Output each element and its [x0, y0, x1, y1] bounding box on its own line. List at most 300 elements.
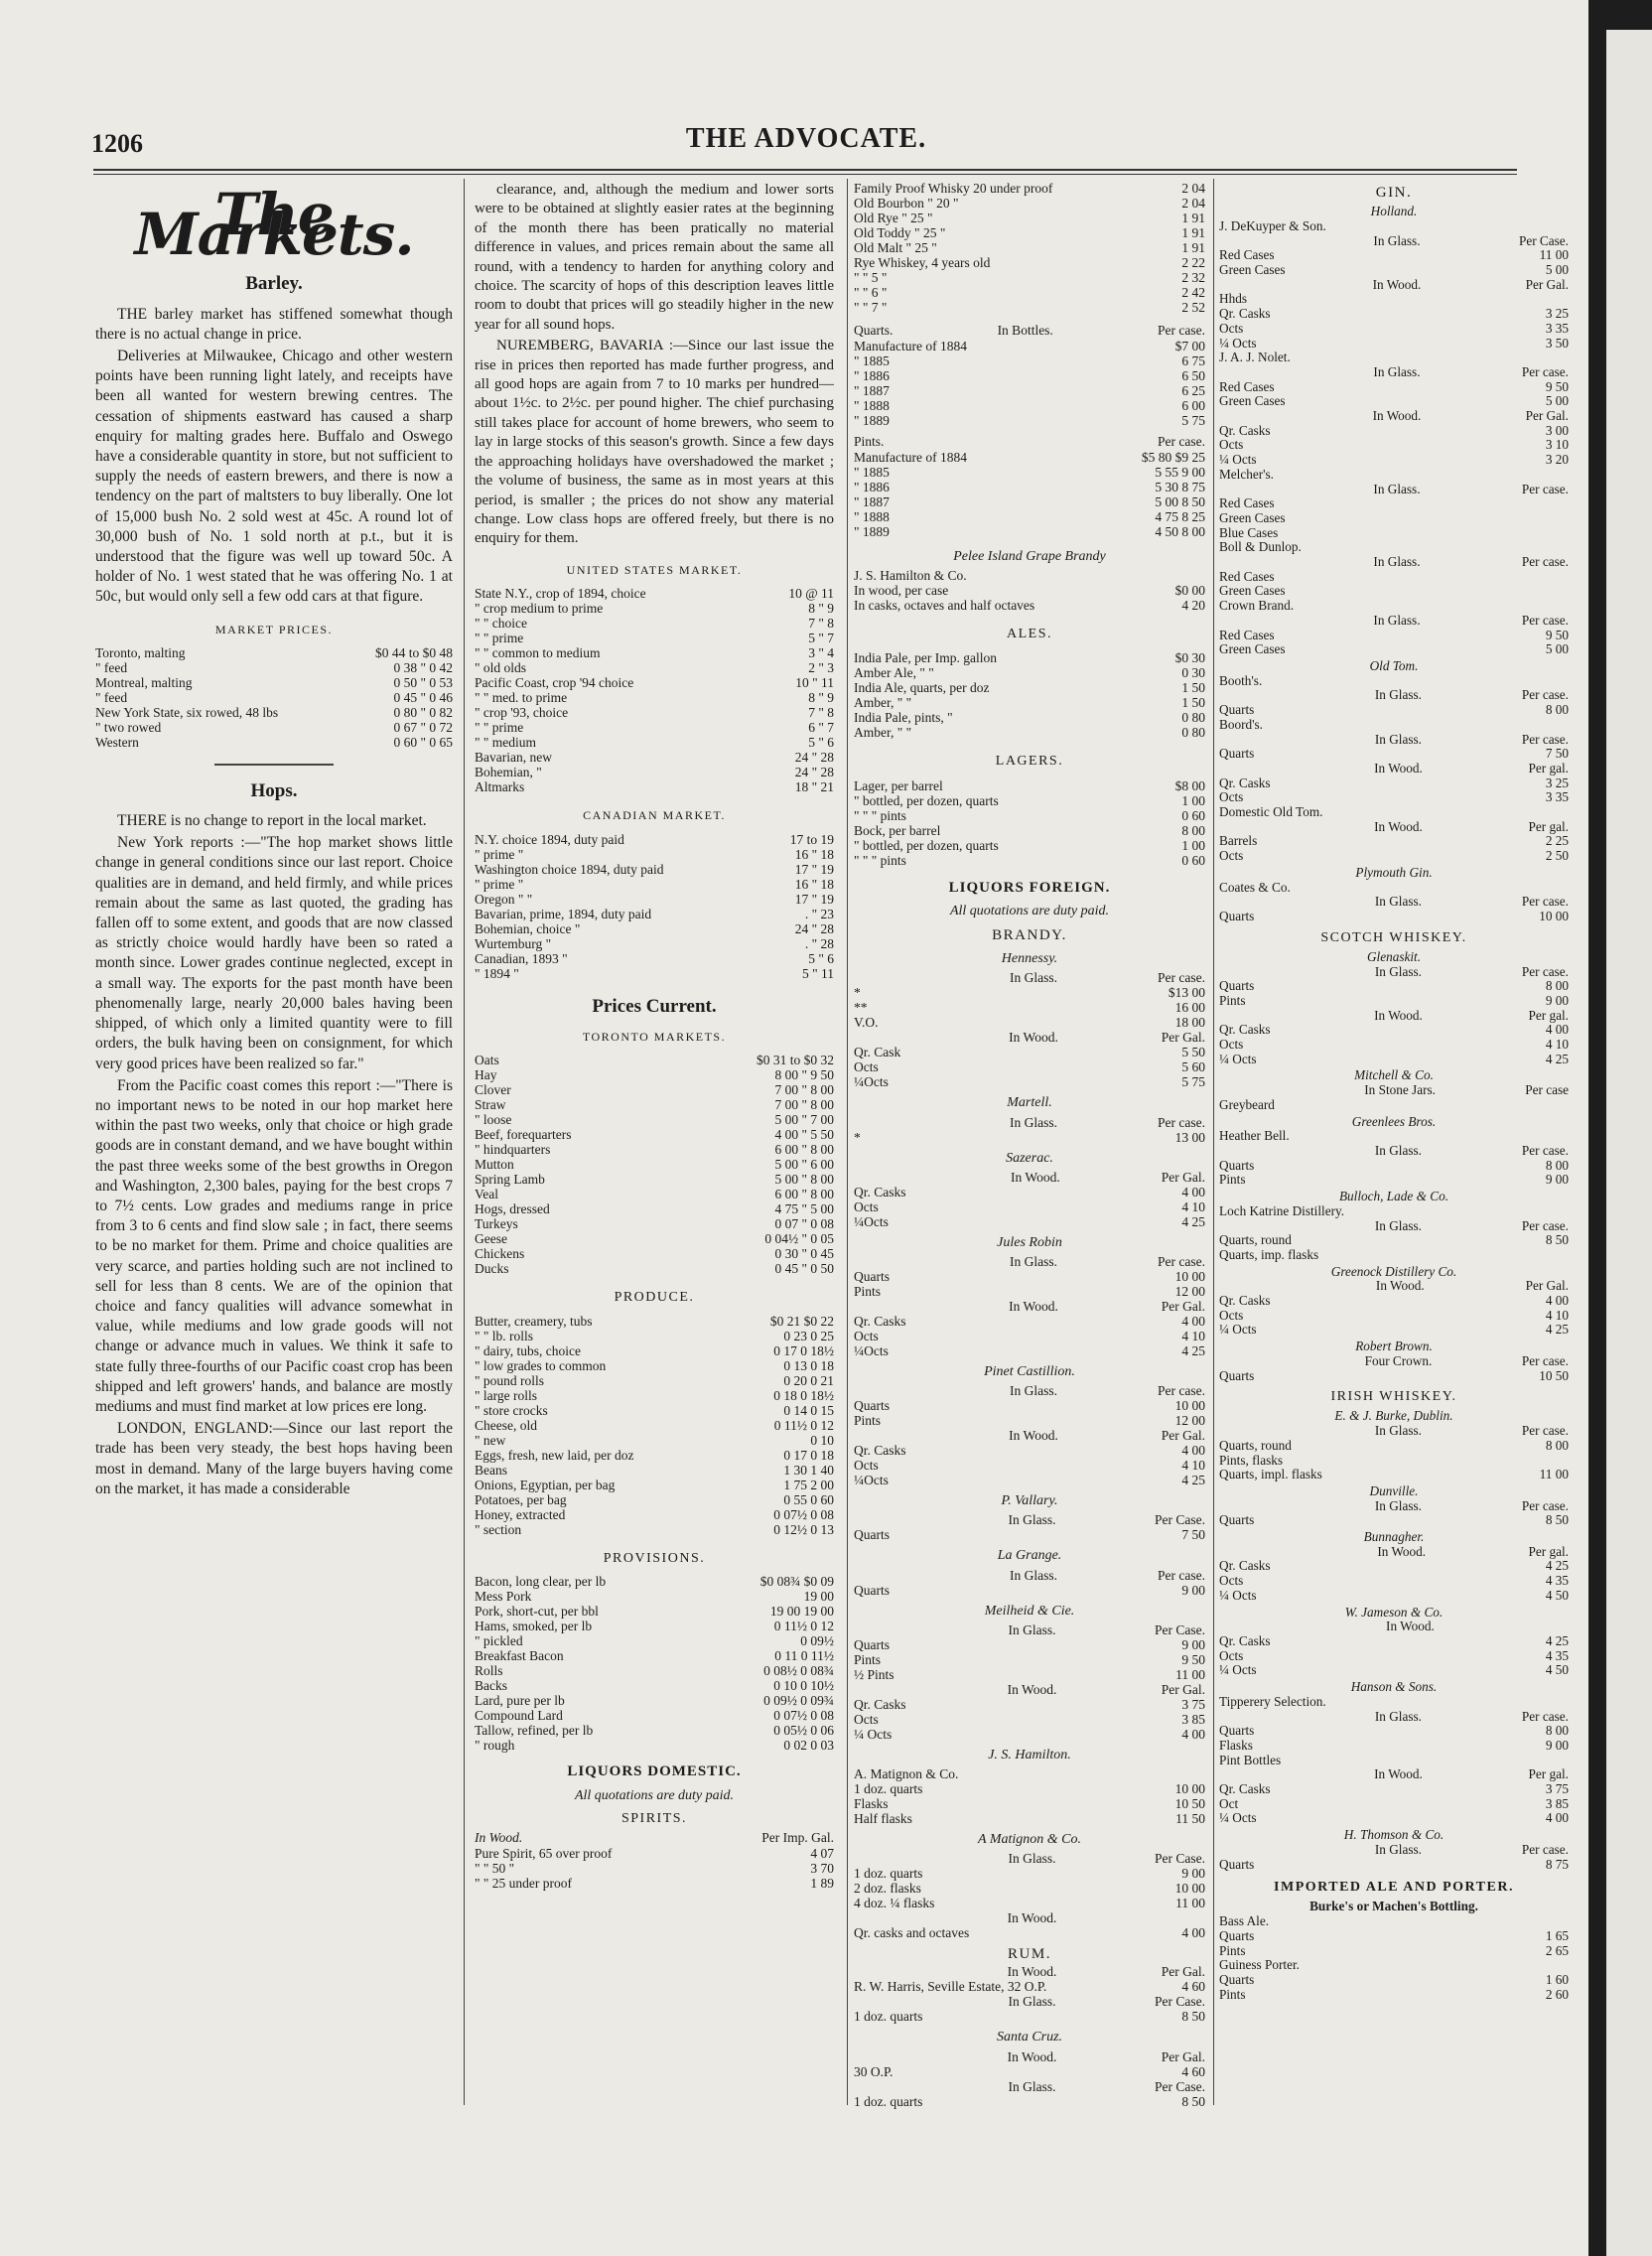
item-price: 4 50: [1545, 1662, 1569, 1678]
item-price: 1 50: [1181, 695, 1205, 711]
gin-list: [1219, 204, 1569, 923]
item-price: 0 23 0 25: [783, 1328, 834, 1343]
item-price: 4 25: [1545, 1051, 1569, 1066]
item-label: Qr. casks and octaves: [854, 1925, 970, 1941]
table-row: [475, 1693, 834, 1708]
item-label: In Glass.: [1374, 1498, 1422, 1513]
item-label: Green Cases: [1219, 642, 1286, 657]
pelee-table: [854, 568, 1205, 613]
spirits-heading: SPIRITS.: [620, 1810, 688, 1826]
item-price: 5 00: [1545, 262, 1569, 278]
column-rule: [464, 179, 465, 2105]
item-label: Wurtemburg ": [475, 935, 552, 951]
table-row: [95, 660, 453, 675]
item-label: " bottled, per dozen, quarts: [854, 837, 999, 853]
brand-price-table: [1219, 1620, 1569, 1678]
item-price: $0 21 $0 22: [769, 1313, 834, 1329]
item-label: ¼ Octs: [1219, 1323, 1257, 1338]
item-label: Heather Bell.: [1219, 1129, 1290, 1144]
table-row: [1219, 1914, 1569, 1929]
item-price: 3 10: [1545, 437, 1569, 453]
table-row: [854, 778, 1205, 793]
item-label: Boll & Dunlop.: [1219, 540, 1302, 555]
item-label: Lard, pure per lb: [475, 1693, 565, 1709]
table-row: [1219, 881, 1569, 896]
liquors-domestic-heading: LIQUORS DOMESTIC.: [567, 1763, 742, 1780]
item-label: Toronto, malting: [95, 644, 186, 660]
item-price: 17 " 19: [794, 891, 834, 907]
item-label: Straw: [475, 1097, 506, 1113]
item-label: " pound rolls: [475, 1372, 545, 1388]
item-label: 4 doz. ¼ flasks: [854, 1896, 935, 1911]
table-row: [854, 353, 1205, 368]
table-row: [1219, 1843, 1569, 1858]
table-row: [1219, 351, 1569, 365]
table-row: [854, 1254, 1205, 1269]
table-row: [854, 1881, 1205, 1896]
item-price: Per case.: [1521, 554, 1569, 570]
item-label: Breakfast Bacon: [475, 1648, 564, 1664]
table-row: [854, 1712, 1205, 1727]
item-price: 0 11½ 0 12: [773, 1619, 834, 1634]
table-row: [854, 211, 1205, 225]
table-row: [854, 1811, 1205, 1826]
item-price: 9 50: [1545, 378, 1569, 394]
item-label: " crop medium to prime: [475, 601, 604, 617]
item-price: 0 60 " 0 65: [393, 734, 453, 750]
canadian-market-heading: CANADIAN MARKET.: [583, 808, 726, 823]
item-label: New York State, six rowed, 48 lbs: [95, 704, 279, 720]
item-price: Per gal.: [1528, 1543, 1569, 1559]
item-price: Per case.: [1521, 1217, 1569, 1233]
item-price: 3 35: [1545, 789, 1569, 805]
brand-price-table: [854, 1115, 1205, 1145]
item-price: 2 04: [1181, 181, 1205, 196]
item-label: Hams, smoked, per lb: [475, 1619, 593, 1634]
us-market-heading: UNITED STATES MARKET.: [566, 562, 743, 577]
table-row: [854, 1314, 1205, 1329]
table-row: [95, 690, 453, 705]
item-label: Oct: [1219, 1796, 1239, 1811]
item-price: 8 50: [1545, 1512, 1569, 1528]
item-price: $13 00: [1168, 985, 1205, 1001]
table-row: [854, 1214, 1205, 1229]
item-label: In Glass.: [1008, 1851, 1056, 1867]
item-label: In Wood.: [1007, 2048, 1057, 2064]
item-price: Per case.: [1521, 1423, 1569, 1439]
item-label: Quarts: [1219, 1368, 1255, 1383]
brand-heading: La Grange.: [997, 1548, 1062, 1564]
brandy-heading: BRANDY.: [992, 927, 1067, 944]
item-label: Pints: [1219, 1987, 1246, 2002]
item-label: Quarts: [854, 1636, 890, 1652]
item-price: Per Case.: [1518, 232, 1569, 248]
item-price: 4 00: [1181, 1925, 1205, 1941]
table-row: [854, 1896, 1205, 1910]
table-row: [475, 847, 834, 862]
item-price: 5 00 " 8 00: [774, 1172, 834, 1188]
table-row: [1219, 1053, 1569, 1067]
item-price: [1518, 718, 1569, 733]
masthead: The Markets.: [134, 181, 414, 269]
table-row: [475, 832, 834, 847]
table-row: [854, 1851, 1205, 1866]
item-label: Green Cases: [1219, 584, 1286, 599]
item-label: In Glass.: [1010, 970, 1057, 986]
table-row: [475, 1633, 834, 1648]
item-label: R. W. Harris, Seville Estate, 32 O.P.: [854, 1979, 1047, 1995]
item-price: 0 11 0 11½: [774, 1648, 834, 1664]
item-price: 2 65: [1545, 1942, 1569, 1958]
item-label: In Glass.: [1010, 1114, 1057, 1130]
barley-heading: Barley.: [245, 273, 303, 295]
item-label: Green Cases: [1219, 510, 1286, 525]
item-price: 5 00 8 50: [1155, 494, 1205, 509]
item-label: " " " pints: [854, 852, 906, 868]
table-row: [1219, 394, 1569, 409]
item-label: Domestic Old Tom.: [1219, 805, 1323, 820]
whisky-table: [854, 181, 1205, 315]
table-row: [854, 255, 1205, 270]
item-price: 8 75: [1545, 1856, 1569, 1872]
item-price: [1515, 540, 1569, 555]
table-row: [1219, 424, 1569, 439]
item-price: 1 65: [1545, 1927, 1569, 1943]
item-label: Cheese, old: [475, 1417, 537, 1433]
item-label: Bass Ale.: [1219, 1914, 1270, 1929]
table-row: [475, 1463, 834, 1478]
item-label: Pints: [1219, 993, 1246, 1008]
item-label: Qr. Casks: [1219, 1782, 1271, 1797]
item-label: Quarts: [1219, 1724, 1255, 1739]
item-label: Octs: [854, 1458, 879, 1474]
item-price: 9 00: [1181, 1582, 1205, 1598]
item-price: 0 80 " 0 82: [393, 704, 453, 720]
item-label: Booth's.: [1219, 673, 1263, 688]
table-row: [1219, 1973, 1569, 1988]
table-row: [854, 2064, 1205, 2079]
table-row: [1219, 747, 1569, 762]
table-row: [475, 1127, 834, 1142]
table-row: [1219, 292, 1569, 307]
item-label: J. A. J. Nolet.: [1219, 351, 1291, 365]
item-label: In Glass.: [1374, 1842, 1422, 1857]
item-price: 16 " 18: [794, 846, 834, 862]
item-label: Quarts: [1219, 747, 1255, 762]
item-price: 19 00: [803, 1589, 834, 1605]
item-price: 4 00: [1181, 1443, 1205, 1459]
table-row: [1219, 776, 1569, 791]
table-row: [475, 1861, 834, 1876]
item-price: 4 00: [1545, 1293, 1569, 1309]
quarts-table: [854, 339, 1205, 428]
rum-heading: RUM.: [1008, 1946, 1051, 1963]
table-row: [475, 862, 834, 877]
item-price: Per Gal.: [1161, 2048, 1205, 2064]
table-row: [854, 1170, 1205, 1185]
table-row: [1219, 790, 1569, 805]
item-label: In Glass.: [1008, 2078, 1056, 2094]
table-row: [475, 1112, 834, 1127]
item-price: 13 00: [1174, 1129, 1205, 1145]
table-row: [1219, 1944, 1569, 1959]
table-row: [1219, 1369, 1569, 1384]
item-price: 6 00 " 8 00: [774, 1142, 834, 1158]
item-label: Pints: [854, 1413, 882, 1429]
table-row: [854, 450, 1205, 465]
item-label: Qr. Cask: [854, 1045, 901, 1060]
item-price: Per Case.: [1155, 1851, 1205, 1867]
item-label: In Glass.: [1374, 688, 1422, 703]
table-row: [854, 1059, 1205, 1074]
item-label: In Glass.: [1008, 1512, 1056, 1528]
item-price: 4 00: [1181, 1726, 1205, 1742]
item-label: " large rolls: [475, 1387, 537, 1403]
brand-heading: Holland.: [1370, 204, 1418, 219]
item-price: 9 00: [1181, 1866, 1205, 1882]
item-label: Honey, extracted: [475, 1506, 566, 1522]
item-price: 5 " 6: [808, 950, 834, 966]
item-label: Lager, per barrel: [854, 777, 943, 793]
item-price: Per Gal.: [1161, 1169, 1205, 1185]
brand-price-table: [854, 1512, 1205, 1542]
item-label: In Wood.: [1372, 277, 1422, 292]
table-row: [1219, 599, 1569, 614]
paragraph: NUREMBERG, BAVARIA :—Since our last issue the rise in prices then reported has made further progress, and all good hops are again from 7 to 10 marks per hundred—about 1½c. to 2½c. per pound higher. The chief purchasing still takes place for account of home brewers, who seem to lay in large stocks of this season's growth. Since a few days the approaching holidays have overshadowed the market ; the volume of business, the same as in most years at this period, is smaller ; the prices do not show any material change. Low class hops are offered freely, but there is no enquiry for them.: [475, 338, 834, 547]
market-prices-heading: MARKET PRICES.: [214, 622, 334, 636]
item-price: 10 50: [1539, 1367, 1569, 1383]
item-label: " 1888: [854, 398, 890, 413]
item-label: " crop '93, choice: [475, 705, 569, 721]
table-row: [854, 1583, 1205, 1598]
item-price: 0 08½ 0 08¾: [763, 1663, 834, 1679]
item-label: Coates & Co.: [1219, 880, 1291, 895]
item-price: 5 00 " 7 00: [774, 1112, 834, 1128]
table-row: [854, 524, 1205, 539]
item-label: ¼Octs: [854, 1343, 889, 1359]
brand-heading: Glenaskit.: [1366, 948, 1422, 964]
table-row: [854, 1727, 1205, 1742]
item-label: Octs: [1219, 790, 1244, 805]
table-row: [854, 225, 1205, 240]
item-price: 24 " 28: [794, 750, 834, 766]
paragraph: From the Pacific coast comes this report :—"There is no important news to be noted in our hop market here within the past two weeks, only that choice or high grade goods are in constant demand, and we have bought within the past three weeks some of the best growths in Oregon and Washington, 2,300 bales, paying for the best crops 7 to 7½ cents. Low grades and mediums range in price from 3 to 6 cents and find slow sale ; in fact, there seems to be no market for them. Prime and choice qualities are very scarce, and parties holding such are not inclined to sell for less than 8 cents. We are of the opinion that choice and fancy qualities will advance somewhat in value, while mediums and low grade goods will not change or advance much in values. We think it safe to state fully three-fourths of our Pacific coast crop has been shipped and left growers' hands, and balance are mostly mediums and must find market at low prices ere long.: [95, 1076, 453, 1415]
item-label: " loose: [475, 1112, 512, 1128]
table-row: [1219, 1129, 1569, 1144]
item-label: 1 doz. quarts: [854, 1781, 923, 1797]
item-label: " " 25 under proof: [475, 1876, 573, 1892]
foreign-duty-note: All quotations are duty paid.: [949, 903, 1110, 918]
item-label: Western: [95, 734, 139, 750]
table-row: [1219, 555, 1569, 570]
item-label: In Glass.: [1374, 964, 1422, 979]
item-price: Per case.: [1521, 963, 1569, 979]
item-label: " new: [475, 1432, 506, 1448]
barley-price-table: [95, 645, 453, 750]
item-label: Washington choice 1894, duty paid: [475, 861, 664, 877]
brand-price-table: [1219, 1424, 1569, 1482]
item-price: 0 80: [1181, 710, 1205, 726]
item-price: [1515, 219, 1569, 234]
item-price: [1518, 1129, 1569, 1144]
item-price: 6 00 " 8 00: [774, 1187, 834, 1202]
item-price: 0 30: [1181, 665, 1205, 681]
item-label: In Wood.: [1374, 1008, 1423, 1023]
paragraph: THERE is no change to report in the local market.: [117, 812, 427, 830]
item-price: 3 25: [1545, 775, 1569, 790]
item-price: 2 42: [1181, 285, 1205, 300]
item-label: " " prime: [475, 720, 524, 736]
item-price: [1171, 568, 1205, 583]
item-price: 3 00: [1545, 422, 1569, 438]
item-price: 10 50: [1174, 1796, 1205, 1812]
item-label: N.Y. choice 1894, duty paid: [475, 831, 624, 847]
table-row: [854, 598, 1205, 613]
table-row: [475, 765, 834, 779]
brand-heading: H. Thomson & Co.: [1343, 1827, 1445, 1843]
table-row: [475, 1067, 834, 1082]
canadian-market-table: [475, 832, 834, 981]
table-row: [475, 1604, 834, 1619]
table-row: [1219, 1294, 1569, 1309]
hops-article: [95, 811, 453, 1499]
item-label: Octs: [854, 1329, 879, 1344]
item-label: Backs: [475, 1678, 507, 1694]
item-price: 0 30 " 0 45: [774, 1246, 834, 1262]
item-label: In Glass.: [1010, 1254, 1057, 1270]
item-label: In Wood.: [1011, 1169, 1060, 1185]
item-label: " 1888: [854, 509, 890, 524]
table-row: [1219, 526, 1569, 541]
table-row: [1219, 584, 1569, 599]
item-price: 5 00: [1545, 641, 1569, 657]
produce-heading: PRODUCE.: [614, 1290, 695, 1306]
item-label: Octs: [1219, 1574, 1244, 1589]
brand-heading: Jules Robin: [997, 1234, 1062, 1250]
brand-price-table: [1219, 1083, 1569, 1112]
table-row: [475, 690, 834, 705]
item-label: Pints: [1219, 1173, 1246, 1188]
table-row: [1219, 511, 1569, 526]
item-price: Per Gal.: [1161, 1299, 1205, 1315]
item-price: 0 10: [810, 1432, 834, 1448]
item-price: 0 45 " 0 50: [774, 1261, 834, 1277]
item-price: 3 50: [1545, 335, 1569, 351]
item-price: [1515, 351, 1569, 365]
item-label: " bottled, per dozen, quarts: [854, 792, 999, 808]
item-label: " 1894 ": [475, 965, 519, 981]
brand-price-table: [1219, 1129, 1569, 1188]
item-price: [1518, 805, 1569, 820]
table-row: [475, 1619, 834, 1633]
table-row: [854, 1329, 1205, 1343]
table-row: [854, 196, 1205, 211]
table-row: [475, 877, 834, 892]
table-row: [1219, 1309, 1569, 1324]
table-row: [854, 808, 1205, 823]
item-price: 5 75: [1181, 1074, 1205, 1090]
table-row: [1219, 834, 1569, 849]
item-label: Altmarks: [475, 779, 525, 795]
table-row: [854, 1428, 1205, 1443]
table-row: [854, 413, 1205, 428]
item-price: Per case.: [1158, 1254, 1205, 1270]
item-label: In Glass.: [1374, 1424, 1422, 1439]
item-price: $7 00: [1174, 339, 1205, 353]
item-price: 5 50: [1181, 1045, 1205, 1060]
item-price: 1 75 2 00: [783, 1477, 834, 1492]
item-price: Per case.: [1521, 894, 1569, 910]
item-price: 4 50: [1545, 1587, 1569, 1603]
item-price: 0 20 0 21: [783, 1372, 834, 1388]
item-price: 3 75: [1181, 1696, 1205, 1712]
item-price: 3 " 4: [808, 645, 834, 661]
item-label: Oregon " ": [475, 891, 533, 907]
table-row: [854, 240, 1205, 255]
item-price: 0 45 " 0 46: [393, 689, 453, 705]
table-row: [854, 1458, 1205, 1473]
brand-price-table: [1219, 1545, 1569, 1604]
item-label: " " 50 ": [475, 1861, 515, 1877]
item-label: Turkeys: [475, 1216, 518, 1232]
table-row: [1219, 1929, 1569, 1944]
brand-price-table: [1219, 1354, 1569, 1383]
item-label: Tipperery Selection.: [1219, 1694, 1326, 1709]
item-label: Quarts: [854, 1398, 890, 1414]
table-row: [854, 1682, 1205, 1697]
item-label: Quarts: [1219, 979, 1255, 994]
item-label: Bavarian, new: [475, 750, 552, 766]
scotch-list: [1219, 949, 1569, 1383]
item-label: " rough: [475, 1738, 515, 1754]
item-label: " low grades to common: [475, 1357, 607, 1373]
table-row: [475, 1418, 834, 1433]
item-label: " 1886: [854, 480, 890, 494]
item-price: 8 00: [1545, 1437, 1569, 1453]
pints-table: [854, 450, 1205, 539]
item-price: 2 " 3: [808, 660, 834, 676]
item-price: 5 00: [1545, 393, 1569, 409]
item-price: 1 89: [810, 1876, 834, 1892]
table-row: [854, 1866, 1205, 1881]
item-price: [1515, 584, 1569, 599]
item-label: " " 7 ": [854, 300, 888, 315]
item-price: $8 00: [1174, 777, 1205, 793]
table-row: [854, 1030, 1205, 1045]
imported-table: [1219, 1914, 1569, 2002]
item-price: [1521, 1098, 1569, 1113]
item-label: Half flasks: [854, 1811, 912, 1827]
item-price: 4 00: [1545, 1810, 1569, 1826]
item-price: 6 75: [1181, 353, 1205, 368]
brand-price-table: [1219, 1499, 1569, 1528]
item-price: 5 " 7: [808, 631, 834, 646]
table-row: [475, 1478, 834, 1492]
item-price: 0 18 0 18½: [773, 1387, 834, 1403]
table-row: [1219, 805, 1569, 820]
table-row: [854, 480, 1205, 494]
brand-heading: Meilheid & Cie.: [984, 1603, 1075, 1619]
item-price: 0 55 0 60: [783, 1491, 834, 1507]
item-label: Qr. Casks: [854, 1696, 906, 1712]
item-label: Octs: [1219, 1038, 1244, 1053]
table-row: [475, 735, 834, 750]
item-price: 4 50 8 00: [1155, 524, 1205, 539]
item-label: Old Rye " 25 ": [854, 211, 933, 225]
brand-price-table: [854, 1766, 1205, 1826]
item-price: 2 25: [1545, 833, 1569, 849]
table-row: [475, 675, 834, 690]
